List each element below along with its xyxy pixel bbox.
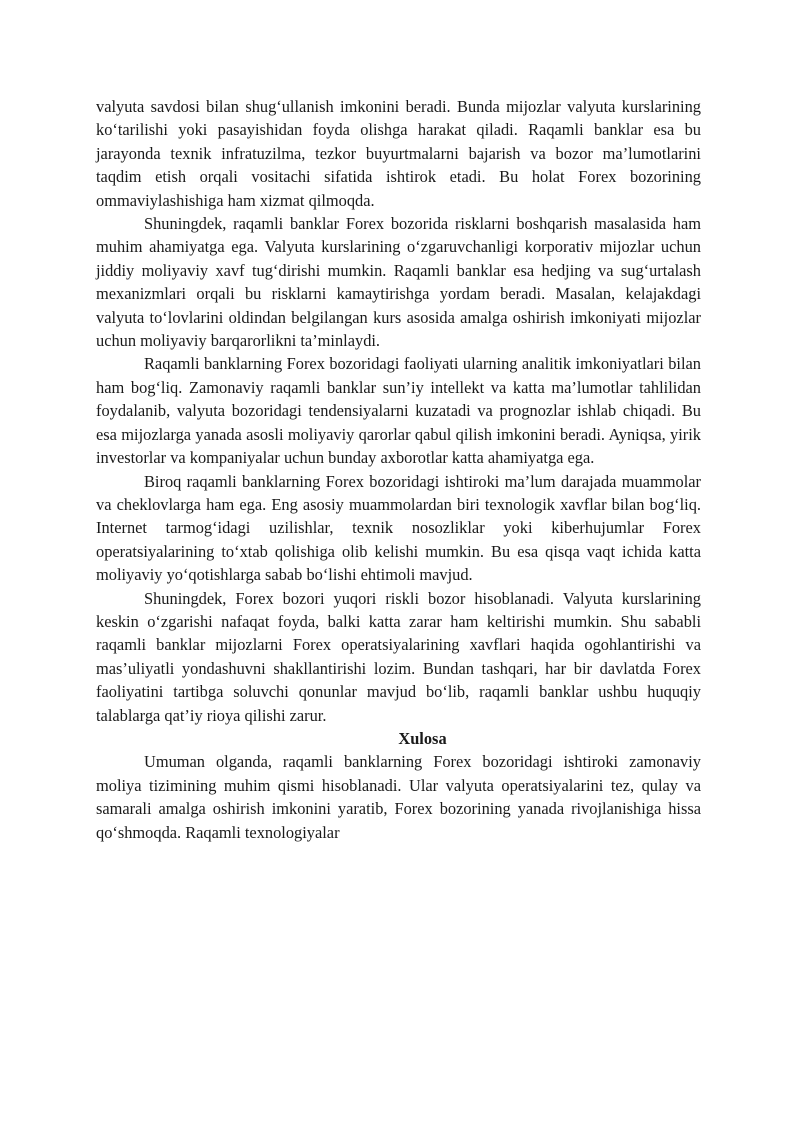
paragraph-3: Raqamli banklarning Forex bozoridagi faoliyati ularning analitik imkoniyatlari bilan ham bog‘liq. Zamonaviy raqamli banklar sun’iy intellekt va katta ma’lumotlar tahlilidan foydalanib, valyuta bozoridagi tendensiyalarni kuzatadi va prognozlar ishlab chiqadi. Bu esa mijozlarga yanada asosli moliyaviy qarorlar qabul qilish imkonini beradi. Ayniqsa, yirik investorlar va kompaniyalar uchun bunday axborotlar katta ahamiyatga ega.	[96, 354, 701, 468]
paragraph-2: Shuningdek, raqamli banklar Forex bozorida risklarni boshqarish masalasida ham muhim ahamiyatga ega. Valyuta kurslarining o‘zgaruvchanligi korporativ mijozlar uchun jiddiy moliyaviy xavf tug‘dirishi mumkin. Raqamli banklar esa hedjing va sug‘urtalash mexanizmlari orqali bu risklarni kamaytirishga yordam beradi. Masalan, kelajakdagi valyuta to‘lovlarini oldindan belgilangan kurs asosida amalga oshirish imkoniyati mijozlar uchun moliyaviy barqarorlikni ta’minlaydi.	[96, 214, 701, 351]
paragraph-1: valyuta savdosi bilan shug‘ullanish imkonini beradi. Bunda mijozlar valyuta kurslarining ko‘tarilishi yoki pasayishidan foyda olishga harakat qiladi. Raqamli banklar esa bu jarayonda texnik infratuzilma, tezkor buyurtmalarni bajarish va bozor ma’lumotlarini taqdim etish orqali vositachi sifatida ishtirok etadi. Bu holat Forex bozorining ommaviylashishiga ham xizmat qilmoqda.	[96, 97, 701, 210]
closing-paragraph: Umuman olganda, raqamli banklarning Forex bozoridagi ishtiroki zamonaviy moliya tizimining muhim qismi hisoblanadi. Ular valyuta operatsiyalarini tez, qulay va samarali amalga oshirish imkonini yaratib, Forex bozorining yanada rivojlanishiga hissa qo‘shmoqda. Raqamli texnologiyalar	[96, 752, 701, 842]
section-heading: Xulosa	[398, 728, 447, 748]
paragraph-5: Shuningdek, Forex bozori yuqori riskli bozor hisoblanadi. Valyuta kurslarining keskin o‘zgarishi nafaqat foyda, balki katta zarar ham keltirishi mumkin. Shu sababli raqamli banklar mijozlarni Forex operatsiyalarining xavflari haqida ogohlantirishi va mas’uliyatli yondashuvni shakllantirishi lozim. Bundan tashqari, har bir davlatda Forex faoliyatini tartibga soluvchi qonunlar mavjud bo‘lib, raqamli banklar ushbu huquqiy talablarga qat’iy rioya qilishi zarur.	[96, 588, 701, 725]
document-page	[96, 95, 701, 844]
paragraph-4: Biroq raqamli banklarning Forex bozoridagi ishtiroki ma’lum darajada muammolar va cheklovlarga ham ega. Eng asosiy muammolardan biri texnologik xavflar bilan bog‘liq. Internet tarmog‘idagi uzilishlar, texnik nosozliklar yoki kiberhujumlar Forex operatsiyalarining to‘xtab qolishiga olib kelishi mumkin. Bu esa qisqa vaqt ichida katta moliyaviy yo‘qotishlarga sabab bo‘lishi ehtimoli mavjud.	[96, 471, 701, 585]
